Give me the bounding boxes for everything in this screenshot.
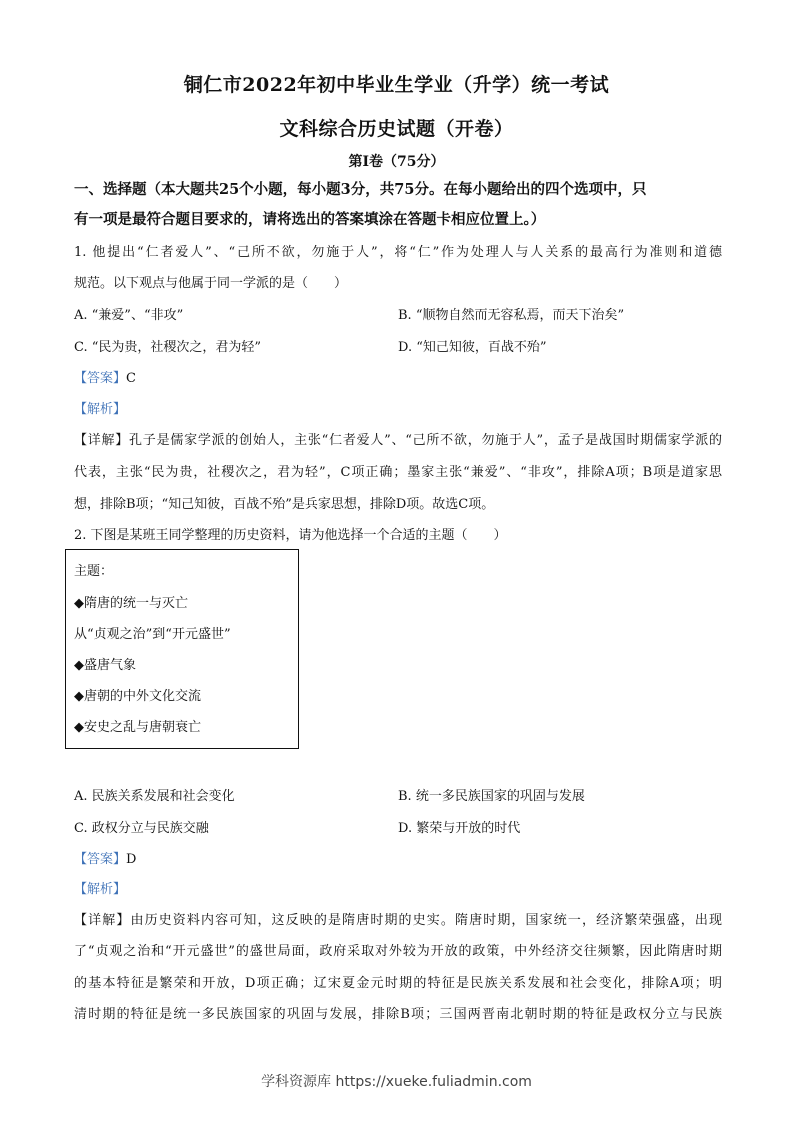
q1-stem-line1: 1. 他提出“仁者爱人”、“己所不欲，勿施于人”，将“仁”作为处理人与人关系的最高行为准则和道德 [74, 245, 722, 260]
detail-text: 孔子是儒家学派的创始人，主张“仁者爱人”、“己所不欲，勿施于人”，孟子是战国时期儒家学派的 [129, 433, 722, 448]
q2-box-line: ◆安史之乱与唐朝衰亡 [74, 720, 201, 735]
q2-box-line: ◆盛唐气象 [74, 658, 136, 673]
q2-detail-line3: 的基本特征是繁荣和开放，D项正确；辽宋夏金元时期的特征是民族关系发展和社会变化，排除A项；明 [74, 976, 722, 991]
section-instructions-line1: 一、选择题（本大题共25个小题，每小题3分，共75分。在每小题给出的四个选项中，只 [74, 181, 647, 198]
q1-detail-line3: 想，排除B项；“知己知彼，百战不殆”是兵家思想，排除D项。故选C项。 [74, 497, 495, 512]
q2-detail-line4: 清时期的特征是统一多民族国家的巩固与发展，排除B项；三国两晋南北朝时期的特征是政权分立与民族 [74, 1007, 722, 1022]
detail-tag: 【详解】 [74, 913, 131, 928]
exam-subtitle: 文科综合历史试题（开卷） [279, 118, 514, 140]
q2-detail-line2: 了“贞观之治和“开元盛世”的盛世局面，政府采取对外较为开放的政策，中外经济交往频繁，因此隋唐时期 [74, 944, 722, 959]
q2-box-line: ◆唐朝的中外文化交流 [74, 689, 201, 704]
q1-option-c: C. “民为贵，社稷次之，君为轻” [74, 340, 262, 355]
q2-detail-line1 [74, 912, 722, 930]
section-instructions-line2: 有一项是最符合题目要求的，请将选出的答案填涂在答题卡相应位置上。） [74, 211, 546, 228]
q2-stem: 2. 下图是某班王同学整理的历史资料，请为他选择一个合适的主题（ ） [74, 528, 507, 543]
q2-option-c: C. 政权分立与民族交融 [74, 821, 209, 836]
q1-option-d: D. “知己知彼，百战不殆” [398, 340, 547, 355]
q2-box-line: 主题： [74, 564, 114, 579]
footer-watermark: 学科资源库 https://xueke.fuliadmin.com [261, 1074, 532, 1090]
q1-detail-line2: 代表，主张“民为贵，社稷次之，君为轻”，C项正确；墨家主张“兼爱”、“非攻”，排除A项；B项是道家思 [74, 465, 722, 480]
detail-tag: 【详解】 [74, 433, 130, 448]
answer-tag: 【答案】 [74, 371, 127, 386]
q1-stem-line2: 规范。以下观点与他属于同一学派的是（ ） [74, 276, 348, 291]
q2-option-d: D. 繁荣与开放的时代 [398, 821, 521, 836]
answer-value: D [126, 852, 137, 867]
q2-option-b: B. 统一多民族国家的巩固与发展 [398, 789, 585, 804]
q1-analysis-tag: 【解析】 [74, 402, 127, 417]
q1-option-b: B. “顺物自然而无容私焉，而天下治矣” [398, 308, 625, 323]
q2-option-a: A. 民族关系发展和社会变化 [74, 789, 235, 804]
q1-detail-line1 [74, 432, 722, 450]
q2-box-line: ◆隋唐的统一与灭亡 [74, 596, 188, 611]
q2-analysis-tag: 【解析】 [74, 882, 127, 897]
detail-text: 由历史资料内容可知，这反映的是隋唐时期的史实。隋唐时期，国家统一，经济繁荣强盛，出现 [130, 913, 722, 928]
q2-box-line: 从“贞观之治”到“开元盛世” [74, 627, 231, 642]
q1-option-a: A. “兼爱”、“非攻” [74, 308, 184, 323]
volume-heading: 第I卷（75分） [348, 154, 445, 170]
q2-answer [74, 851, 136, 869]
exam-title: 铜仁市2022年初中毕业生学业（升学）统一考试 [183, 74, 610, 96]
q1-answer [74, 370, 136, 388]
answer-value: C [126, 371, 136, 386]
answer-tag: 【答案】 [74, 852, 127, 867]
